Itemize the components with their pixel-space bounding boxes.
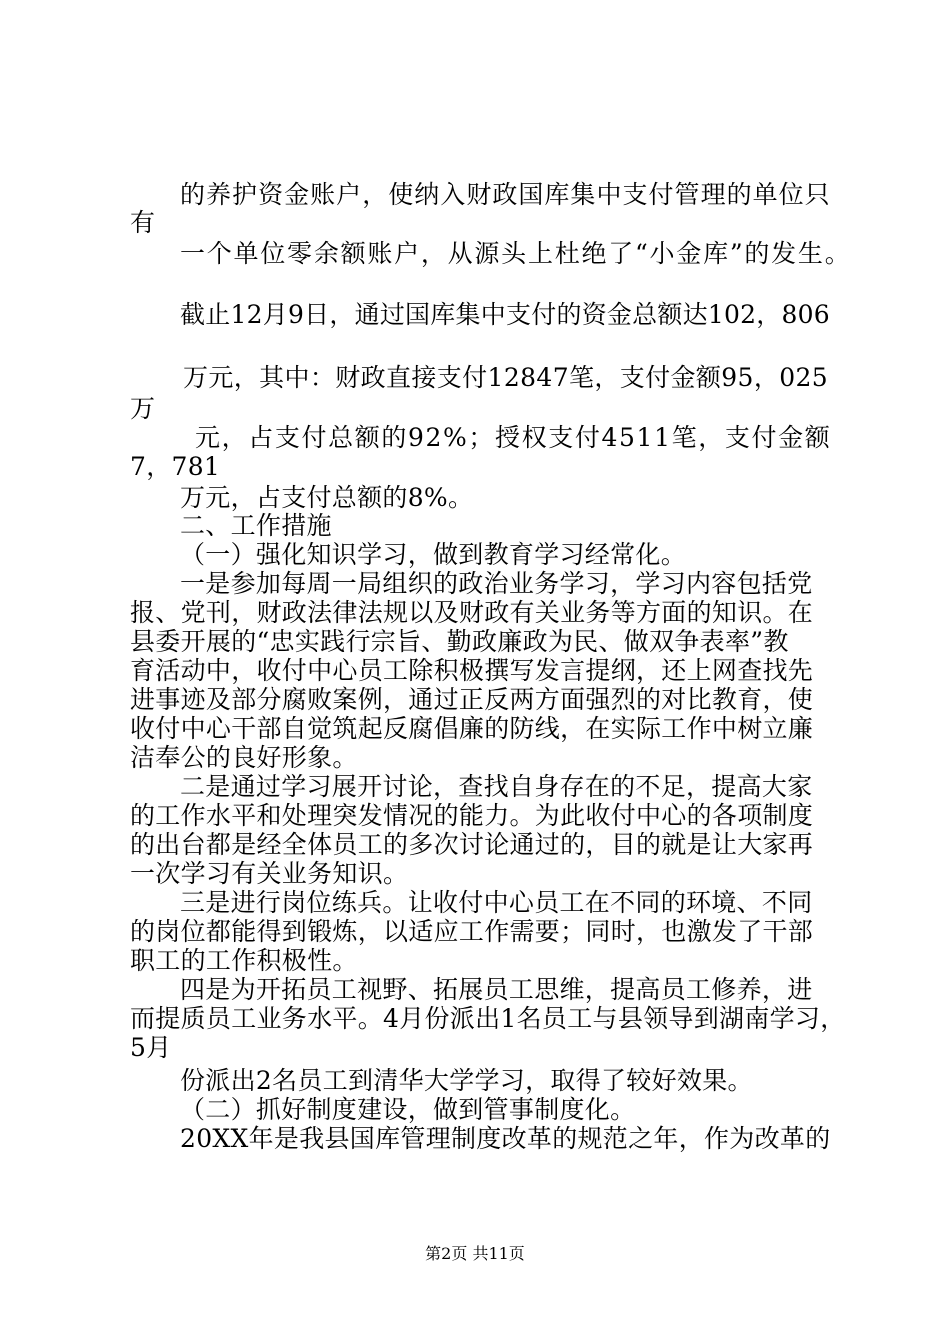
text-line: 洁奉公的良好形象。	[130, 743, 358, 772]
text-line: 二是通过学习展开讨论，查找自身存在的不足，提高大家	[180, 772, 813, 801]
text-line: 万元，占支付总额的8%。	[180, 483, 474, 512]
text-line: 进事迹及部分腐败案例，通过正反两方面强烈的对比教育，使	[130, 685, 814, 714]
text-line: 职工的工作积极性。	[130, 946, 358, 975]
text-line: 元，占支付总额的92%；授权支付4511笔，支付金额	[195, 423, 832, 452]
text-line: 一是参加每周一局组织的政治业务学习，学习内容包括党	[180, 569, 813, 598]
text-line: 万	[130, 394, 156, 423]
text-line: 而提质员工业务水平。4月份派出1名员工与县领导到湖南学习，	[130, 1004, 846, 1033]
text-line: 收付中心干部自觉筑起反腐倡廉的防线，在实际工作中树立廉	[130, 714, 814, 743]
text-line: 截止12月9日，通过国库集中支付的资金总额达102，806	[180, 300, 830, 329]
text-line: 有	[130, 208, 156, 237]
text-line: 的岗位都能得到锻炼，以适应工作需要；同时，也激发了干部	[130, 917, 814, 946]
text-line: 一个单位零余额账户，从源头上杜绝了“小金库”的发生。	[180, 239, 852, 268]
text-line: （一）强化知识学习，做到教育学习经常化。	[180, 540, 687, 569]
text-line: 5月	[130, 1033, 172, 1062]
text-line: 7，781	[130, 452, 221, 481]
text-line: 的养护资金账户，使纳入财政国库集中支付管理的单位只	[180, 180, 831, 209]
text-line: 20XX年是我县国库管理制度改革的规范之年，作为改革的	[180, 1124, 831, 1153]
text-line: 一次学习有关业务知识。	[130, 859, 409, 888]
text-line: 二、工作措施	[180, 511, 332, 540]
text-line: 三是进行岗位练兵。让收付中心员工在不同的环境、不同	[180, 888, 813, 917]
text-line: 的工作水平和处理突发情况的能力。为此收付中心的各项制度	[130, 801, 814, 830]
page-number-footer: 第2页 共11页	[425, 1244, 525, 1263]
text-line: 四是为开拓员工视野、拓展员工思维，提高员工修养，进	[180, 975, 813, 1004]
text-line: 报、党刊，财政法律法规以及财政有关业务等方面的知识。在	[130, 598, 814, 627]
text-line: 县委开展的“忠实践行宗旨、勤政廉政为民、做双争表率”教	[130, 627, 789, 656]
text-line: （二）抓好制度建设，做到管事制度化。	[180, 1095, 636, 1124]
text-line: 的出台都是经全体员工的多次讨论通过的，目的就是让大家再	[130, 830, 814, 859]
text-line: 份派出2名员工到清华大学学习，取得了较好效果。	[180, 1066, 753, 1095]
text-line: 万元，其中：财政直接支付12847笔，支付金额95，025	[183, 363, 829, 392]
text-line: 育活动中，收付中心员工除积极撰写发言提纲，还上网查找先	[130, 656, 814, 685]
